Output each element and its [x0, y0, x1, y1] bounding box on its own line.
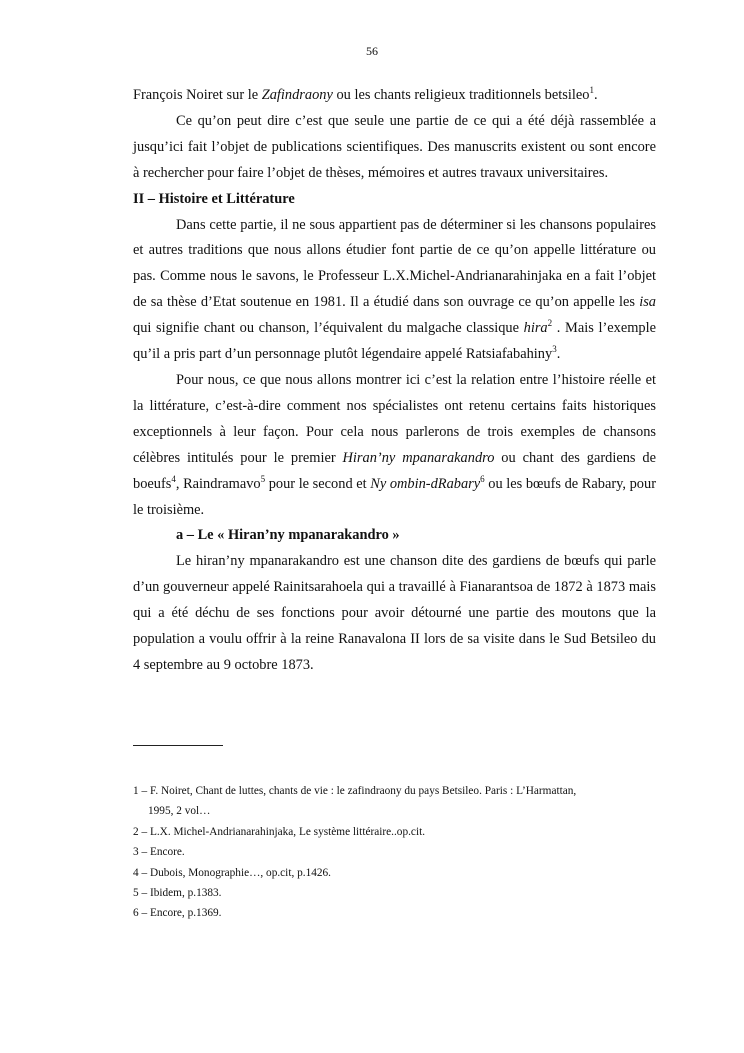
subsection-heading: a – Le « Hiran’ny mpanarakandro »	[176, 527, 400, 544]
text-run: qui signifie chant ou chanson, l’équivalent du malgache classique	[133, 320, 524, 337]
paragraph-1: Ce qu’on peut dire c’est que seule une partie de ce qui a été déjà rassemblée a jusqu’ici fait l’objet de publications scientifiques. Des manuscrits existent ou sont encore à rechercher pour faire l’objet de thèses, mémoires et autres travaux universitaires.	[133, 112, 656, 181]
italic-term: hira	[523, 320, 548, 337]
italic-term: isa	[639, 294, 656, 311]
paragraph-2	[133, 213, 656, 368]
footnote-6: 6 – Encore, p.1369.	[133, 907, 222, 920]
text-run: ou les chants religieux traditionnels betsileo	[332, 87, 590, 103]
footnote-ref: 1	[589, 85, 594, 95]
footnote-separator	[133, 745, 223, 746]
footnote-5: 5 – Ibidem, p.1383.	[133, 887, 222, 900]
italic-term: Hiran’ny mpanarakandro	[342, 449, 495, 466]
italic-term: Ny ombin-dRabary	[370, 475, 481, 492]
footnote-1-continued: 1995, 2 vol…	[148, 805, 211, 818]
text-run: pour le second et	[265, 475, 371, 492]
page-number: 56	[366, 44, 378, 58]
italic-term: Zafindraony	[261, 87, 333, 103]
text-run: ou chant des gardiens de boeufs	[133, 449, 656, 492]
text-run: François Noiret sur le	[133, 87, 262, 103]
body-text	[133, 83, 656, 679]
footnote-ref: 4	[171, 473, 176, 484]
text-run: . Mais l’exemple qu’il a pris part d’un personnage plutôt légendaire appelé Ratsiafabahiny	[133, 320, 656, 363]
footnote-ref: 3	[552, 344, 557, 355]
footnote-ref: 6	[480, 473, 485, 484]
paragraph-4: Le hiran’ny mpanarakandro est une chanson dite des gardiens de bœufs qui parle d’un gouverneur appelé Rainitsarahoela qui a travaillé à Fianarantsoa de 1872 à 1873 mais qui a été déchu de ses fonctions pour avoir détourné une partie des moutons que la population a voulu offrir à la reine Ranavalona II lors de sa visite dans le Sud Betsileo du 4 septembre au 9 octobre 1873.	[133, 553, 656, 673]
text-run: .	[556, 346, 561, 363]
footnote-4: 4 – Dubois, Monographie…, op.cit, p.1426.	[133, 866, 331, 879]
text-run: Dans cette partie, il ne sous appartient pas de déterminer si les chansons populaires et autres traditions que nous allons étudier font partie de ce qu’on appelle littérature ou pas. Comme nous le savons, le Professeur L.X.Michel-Andrianarahinjaka en a fait l’objet de sa thèse d’Etat soutenue en 1981. Il a étudié dans son ouvrage ce qu’on appelle les	[133, 216, 656, 311]
footnote-3: 3 – Encore.	[133, 846, 185, 859]
footnote-ref: 2	[547, 318, 553, 329]
footnotes	[133, 781, 656, 924]
text-run: ou les bœufs de Rabary, pour le troisième.	[133, 475, 656, 518]
paragraph-3	[133, 368, 656, 523]
text-run: Pour nous, ce que nous allons montrer ici c’est la relation entre l’histoire réelle et la littérature, c’est-à-dire comment nos spécialistes ont retenu certains faits historiques exceptionnels à leur façon. Pour cela nous parlerons de trois exemples de chansons célèbres intitulés pour le premier	[133, 371, 656, 466]
footnote-1: 1 – F. Noiret, Chant de luttes, chants de vie : le zafindraony du pays Betsileo. Paris : L’Harmattan,	[133, 785, 577, 797]
text-run: .	[593, 87, 598, 103]
text-run: , Raindramavo	[175, 475, 261, 492]
footnote-2: 2 – L.X. Michel-Andrianarahinjaka, Le système littéraire..op.cit.	[133, 825, 426, 838]
section-heading: II – Histoire et Littérature	[133, 190, 295, 207]
footnote-ref: 5	[260, 473, 266, 484]
paragraph-0	[133, 83, 656, 109]
